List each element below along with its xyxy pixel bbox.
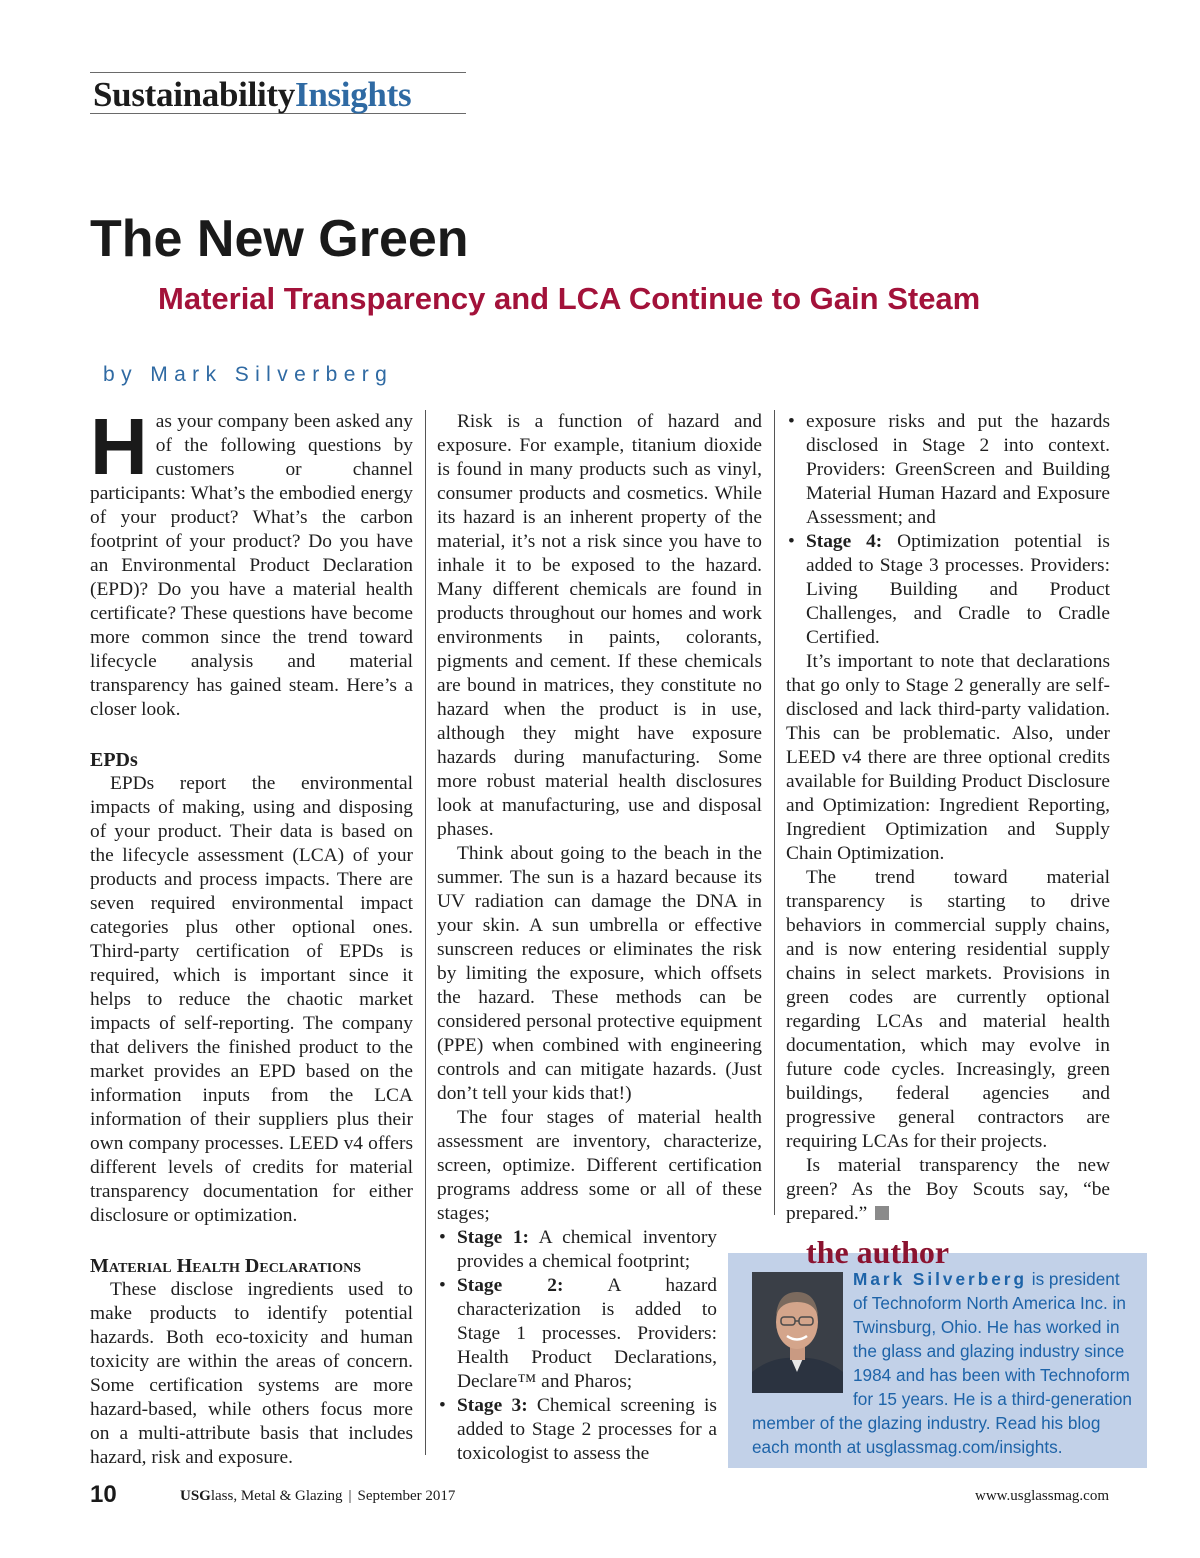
byline: by Mark Silverberg — [103, 363, 394, 386]
list-item — [437, 1394, 717, 1466]
section-header-part2: Insights — [295, 75, 412, 114]
stage-text: A hazard characterization is added to Stage 1 processes. Providers: Health Product Declarations, Declare™ and Pharos; — [457, 1275, 717, 1392]
stage-label: Stage 4: — [806, 531, 883, 552]
footer-publication — [180, 1488, 455, 1505]
column-rule-1 — [425, 410, 426, 1455]
column-3 — [786, 410, 1110, 1226]
article-title: The New Green — [90, 210, 469, 268]
intro-text: as your company been asked any of the following questions by customers or channel participants: What’s the embodied energy of your product? What’s the carbon footprint of your product? Do you have an Environmental Product Declaration (EPD)? Do you have a material health certificate? These questions have become more common since the trend toward lifecycle analysis and material transparency has gained steam. Here’s a closer look. — [90, 411, 413, 720]
page-number: 10 — [90, 1481, 117, 1508]
section-header — [90, 72, 466, 114]
list-item — [437, 1226, 717, 1274]
stage-label: Stage 1: — [457, 1227, 530, 1248]
stage-list — [437, 1226, 717, 1466]
heading-material-health-declarations: Material Health Declarations — [90, 1255, 362, 1277]
paragraph-epds: EPDs report the environmental impacts of making, using and disposing of your product. Their data is based on the lifecycle assessment (LCA) of your products and process impacts. There are seven required environmental impact categories plus other optional ones. Third-party certification of EPDs is required, which is important since it helps to reduce the chaotic market impacts of self-reporting. The company that delivers the finished product to the market provides an EPD based on the information inputs from the LCA information of their suppliers plus their own company processes. LEED v4 offers different levels of credits for material transparency documentation for either disclosure or optimization. — [90, 773, 413, 1226]
paragraph-material-health: These disclose ingredients used to make products to identify potential hazards. Both eco-toxicity and human toxicity are within the areas of concern. Some certification systems are more hazard-based, while others focus more on a multi-attribute basis that includes hazard, risk and exposure. — [90, 1279, 413, 1468]
footer-separator: | — [348, 1488, 352, 1504]
paragraph-beach: Think about going to the beach in the summer. The sun is a hazard because its UV radiation can damage the DNA in your skin. A sun umbrella or effective sunscreen reduces or eliminates the risk by limiting the exposure, which offsets the hazard. These methods can be considered personal protective equipment (PPE) when combined with engineering controls and can mitigate hazards. (Just don’t tell your kids that!) — [437, 843, 762, 1104]
list-item — [437, 1274, 717, 1394]
stage-label: Stage 2: — [457, 1275, 564, 1296]
intro-paragraph — [90, 402, 413, 722]
stage-list-continued — [786, 410, 1110, 650]
section-header-part1: Sustainability — [93, 75, 295, 114]
issue-date: September 2017 — [357, 1488, 456, 1504]
article-subtitle: Material Transparency and LCA Continue to Gain Steam — [158, 281, 981, 316]
author-name: Mark Silverberg — [853, 1269, 1027, 1289]
closing-text: Is material transparency the new green? As the Boy Scouts say, “be prepared.” — [786, 1155, 1110, 1224]
author-bio — [752, 1267, 1138, 1459]
author-bio-text: is president of Technoform North America Inc. in Twinsburg, Ohio. He has worked in the glass and glazing industry since 1984 and has been with Technoform for 15 years. He is a third-generation member of the glazing industry. Read his blog each month at usglassmag.com/insights. — [752, 1269, 1132, 1457]
stage-3-continued-text: exposure risks and put the hazards disclosed in Stage 2 into context. Providers: GreenScreen and Building Material Human Hazard and Exposure Assessment; and — [806, 411, 1110, 528]
column-2 — [437, 410, 762, 1466]
stage-text: A chemical inventory provides a chemical footprint; — [457, 1227, 718, 1272]
stage-label: Stage 3: — [457, 1395, 528, 1416]
stage-text: Optimization potential is added to Stage 3 processes. Providers: Living Building and Product Challenges, and Cradle to Cradle Certified. — [806, 531, 1110, 648]
stage-text: Chemical screening is added to Stage 2 processes for a toxicologist to assess the — [457, 1395, 717, 1464]
heading-epds: EPDs — [90, 749, 138, 771]
publication-name-rest: lass, Metal & Glazing — [210, 1488, 343, 1504]
footer-url: www.usglassmag.com — [974, 1488, 1109, 1504]
paragraph-declarations: It’s important to note that declarations that go only to Stage 2 generally are self-disclosed and lack third-party validation. This can be problematic. Also, under LEED v4 there are three optional credits available for Building Product Disclosure and Optimization: Ingredient Reporting, Ingredient Optimization and Supply Chain Optimization. — [786, 651, 1110, 864]
paragraph-risk: Risk is a function of hazard and exposure. For example, titanium dioxide is found in many products such as vinyl, consumer products and cosmetics. While its hazard is an inherent property of the material, it’s not a risk since you have to inhale it to be exposed to the hazard. Many different chemicals are found in products throughout our homes and work environments in paints, colorants, pigments and cement. If these chemicals are bound in matrices, they constitute no hazard when the product is in use, although they might have exposure hazards during manufacturing. Some more robust material health disclosures look at manufacturing, use and disposal phases. — [437, 411, 762, 840]
paragraph-closing — [786, 1154, 1110, 1226]
list-item — [786, 410, 1110, 530]
publication-name-bold: USG — [180, 1488, 211, 1504]
author-heading: the author — [806, 1234, 950, 1270]
paragraph-four-stages: The four stages of material health assessment are inventory, characterize, screen, optimize. Different certification programs address some or all of these stages; — [437, 1107, 762, 1224]
end-of-article-mark — [875, 1206, 889, 1220]
column-rule-2 — [774, 410, 775, 1215]
list-item — [786, 530, 1110, 650]
drop-cap: H — [90, 402, 148, 491]
paragraph-trend: The trend toward material transparency is starting to drive behaviors in commercial supply chains, and is now entering residential supply chains in select markets. Provisions in green codes are currently optional regarding LCAs and material health documentation, which may evolve in future code cycles. Increasingly, green buildings, federal agencies and progressive general contractors are requiring LCAs for their projects. — [786, 867, 1110, 1152]
column-1 — [90, 402, 413, 1470]
